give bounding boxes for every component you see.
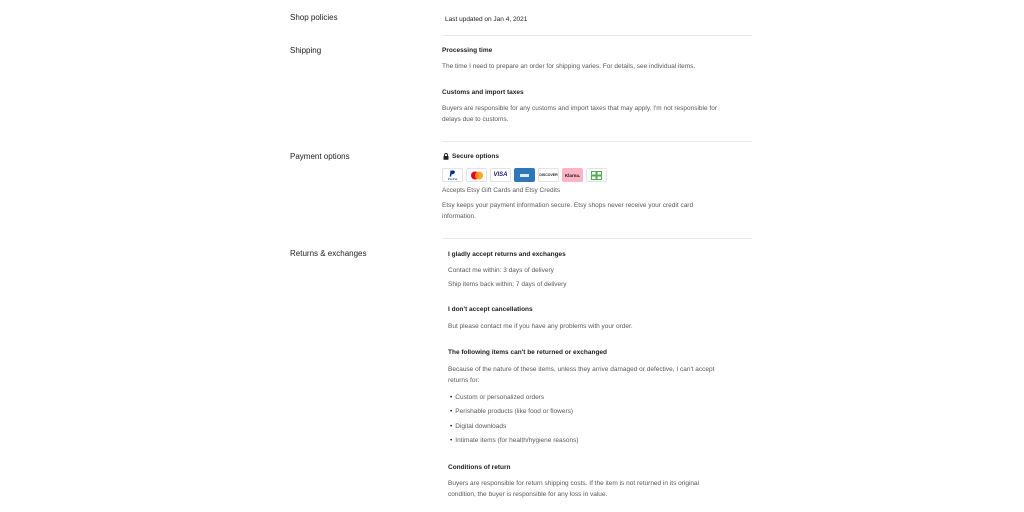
discover-card-icon: DISCOVER <box>538 168 559 182</box>
conditions-text-line-1: Buyers are responsible for return shipping costs. If the item is not returned in its original <box>448 480 700 487</box>
secure-options-label: Secure options <box>452 153 499 160</box>
lock-icon <box>443 153 449 160</box>
secure-text-line-2: information. <box>442 213 476 220</box>
conditions-text-line-2: condition, the buyer is responsible for any loss in value. <box>448 491 608 498</box>
paypal-card-icon: PayPal <box>442 168 463 182</box>
accept-returns-heading: I gladly accept returns and exchanges <box>448 251 566 258</box>
amex-card-icon <box>514 168 535 182</box>
divider <box>442 238 752 239</box>
processing-time-heading: Processing time <box>442 47 493 54</box>
secure-text-line-1: Etsy keeps your payment information secure. Etsy shops never receive your credit card <box>442 202 694 209</box>
last-updated: Last updated on Jan 4, 2021 <box>445 16 528 23</box>
exclusion-item: • Custom or personalized orders <box>450 394 544 401</box>
exclusions-heading: The following items can't be returned or exchanged <box>448 349 608 356</box>
customs-text-line-1: Buyers are responsible for any customs and import taxes that may apply. I'm not responsible for <box>442 105 717 112</box>
customs-heading: Customs and import taxes <box>442 89 524 96</box>
mastercard-icon <box>466 168 487 182</box>
gift-card-icon <box>586 168 607 182</box>
cancellations-heading: I don't accept cancellations <box>448 306 533 313</box>
divider <box>442 35 752 36</box>
visa-card-icon: VISA <box>490 168 511 182</box>
klarna-card-icon: Klarna. <box>562 168 583 182</box>
exclusion-item: • Intimate items (for health/hygiene reasons) <box>450 437 578 444</box>
payment-cards <box>442 168 607 182</box>
returns-exchanges-title: Returns & exchanges <box>290 249 367 258</box>
shipping-title: Shipping <box>290 46 322 55</box>
ship-back-text: Ship items back within: 7 days of delivery <box>448 281 567 288</box>
contact-within-text: Contact me within: 3 days of delivery <box>448 267 554 274</box>
customs-text-line-2: delays due to customs. <box>442 116 509 123</box>
exclusions-text-line-2: returns for: <box>448 377 480 384</box>
exclusions-text-line-1: Because of the nature of these items, unless they arrive damaged or defective, I can't accept <box>448 366 715 373</box>
gift-cards-text: Accepts Etsy Gift Cards and Etsy Credits <box>442 187 561 194</box>
divider <box>442 141 752 142</box>
conditions-heading: Conditions of return <box>448 464 511 471</box>
exclusion-item: • Perishable products (like food or flowers) <box>450 408 573 415</box>
payment-options-title: Payment options <box>290 152 350 161</box>
shop-policies-title: Shop policies <box>290 13 338 22</box>
cancellations-text: But please contact me if you have any problems with your order. <box>448 323 633 330</box>
exclusion-item: • Digital downloads <box>450 423 506 430</box>
processing-time-text: The time I need to prepare an order for shipping varies. For details, see individual items. <box>442 63 696 70</box>
